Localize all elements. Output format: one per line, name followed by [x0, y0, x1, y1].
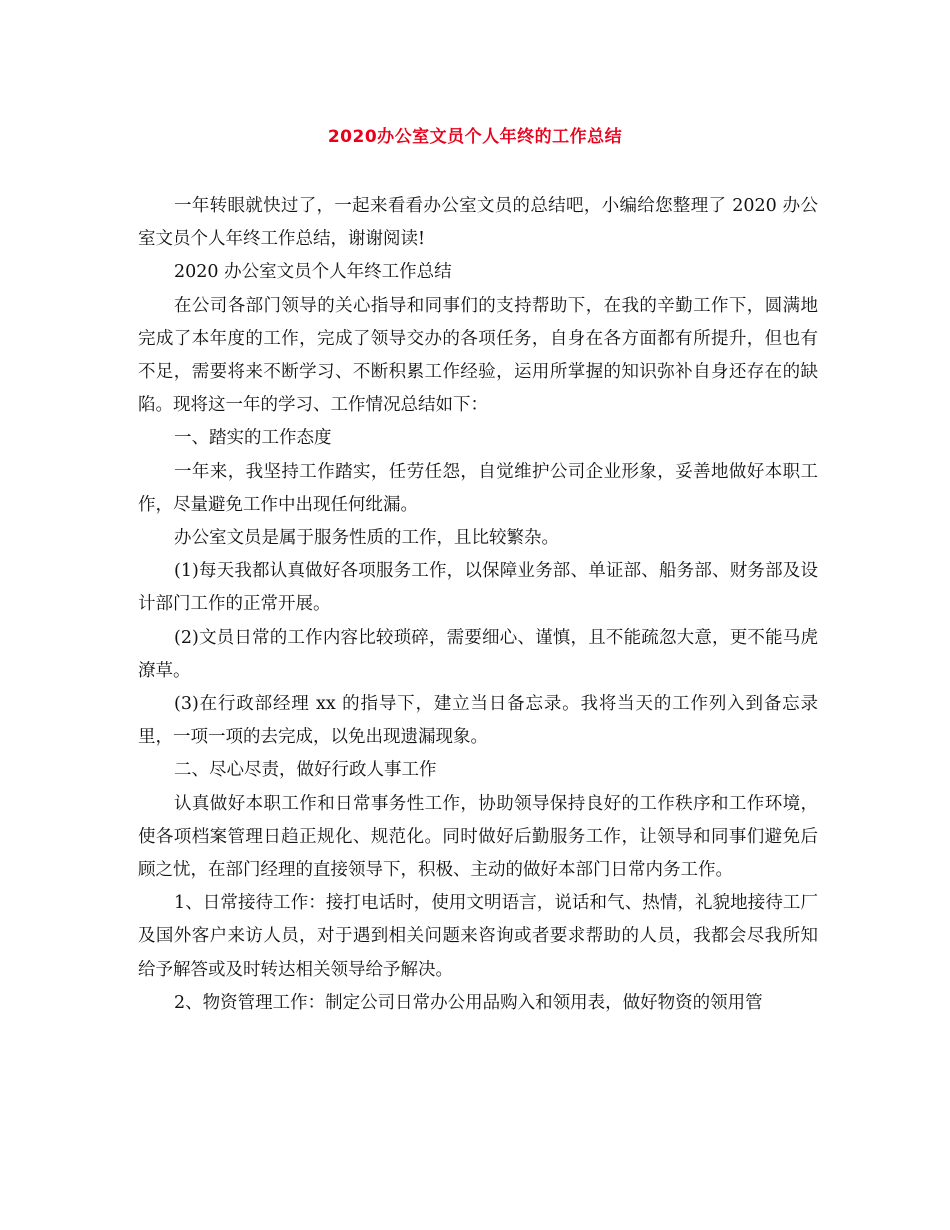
- section-heading-1: 一、踏实的工作态度: [174, 428, 332, 449]
- document-body: [138, 190, 818, 1020]
- section-heading-2: 二、尽心尽责，做好行政人事工作: [174, 760, 437, 781]
- list-item-2: (2)文员日常的工作内容比较琐碎，需要细心、谨慎，且不能疏忽大意，更不能马虎潦草。: [138, 627, 818, 681]
- paragraph-reception: 1、日常接待工作：接打电话时，使用文明语言，说话和气、热情，礼貌地接待工厂及国外客户来访人员，对于遇到相关问题来咨询或者要求帮助的人员，我都会尽我所知给予解答或及时转达相关领导给予解决。: [138, 893, 818, 980]
- paragraph: 一年来，我坚持工作踏实，任劳任怨，自觉维护公司企业形象，妥善地做好本职工作，尽量避免工作中出现任何纰漏。: [138, 461, 818, 515]
- paragraph-intro: 一年转眼就快过了，一起来看看办公室文员的总结吧，小编给您整理了 2020 办公室文员个人年终工作总结，谢谢阅读!: [138, 196, 818, 250]
- paragraph: 认真做好本职工作和日常事务性工作，协助领导保持良好的工作秩序和工作环境，使各项档案管理日趋正规化、规范化。同时做好后勤服务工作，让领导和同事们避免后顾之忧，在部门经理的直接领导下，积极、主动的做好本部门日常内务工作。: [138, 793, 818, 881]
- paragraph-overview: 在公司各部门领导的关心指导和同事们的支持帮助下，在我的辛勤工作下，圆满地完成了本年度的工作，完成了领导交办的各项任务，自身在各方面都有所提升，但也有不足，需要将来不断学习、不断积累工作经验，运用所掌握的知识弥补自身还存在的缺陷。现将这一年的学习、工作情况总结如下：: [138, 295, 818, 416]
- list-item-1: (1)每天我都认真做好各项服务工作，以保障业务部、单证部、船务部、财务部及设计部门工作的正常开展。: [138, 561, 818, 615]
- list-item-3: (3)在行政部经理 xx 的指导下，建立当日备忘录。我将当天的工作列入到备忘录里，一项一项的去完成，以免出现遗漏现象。: [138, 694, 818, 748]
- document-title: 2020办公室文员个人年终的工作总结: [327, 127, 623, 147]
- paragraph: 办公室文员是属于服务性质的工作，且比较繁杂。: [174, 528, 559, 549]
- paragraph-subtitle: 2020 办公室文员个人年终工作总结: [174, 262, 452, 283]
- paragraph-materials: 2、物资管理工作：制定公司日常办公用品购入和领用表，做好物资的领用管: [174, 992, 763, 1013]
